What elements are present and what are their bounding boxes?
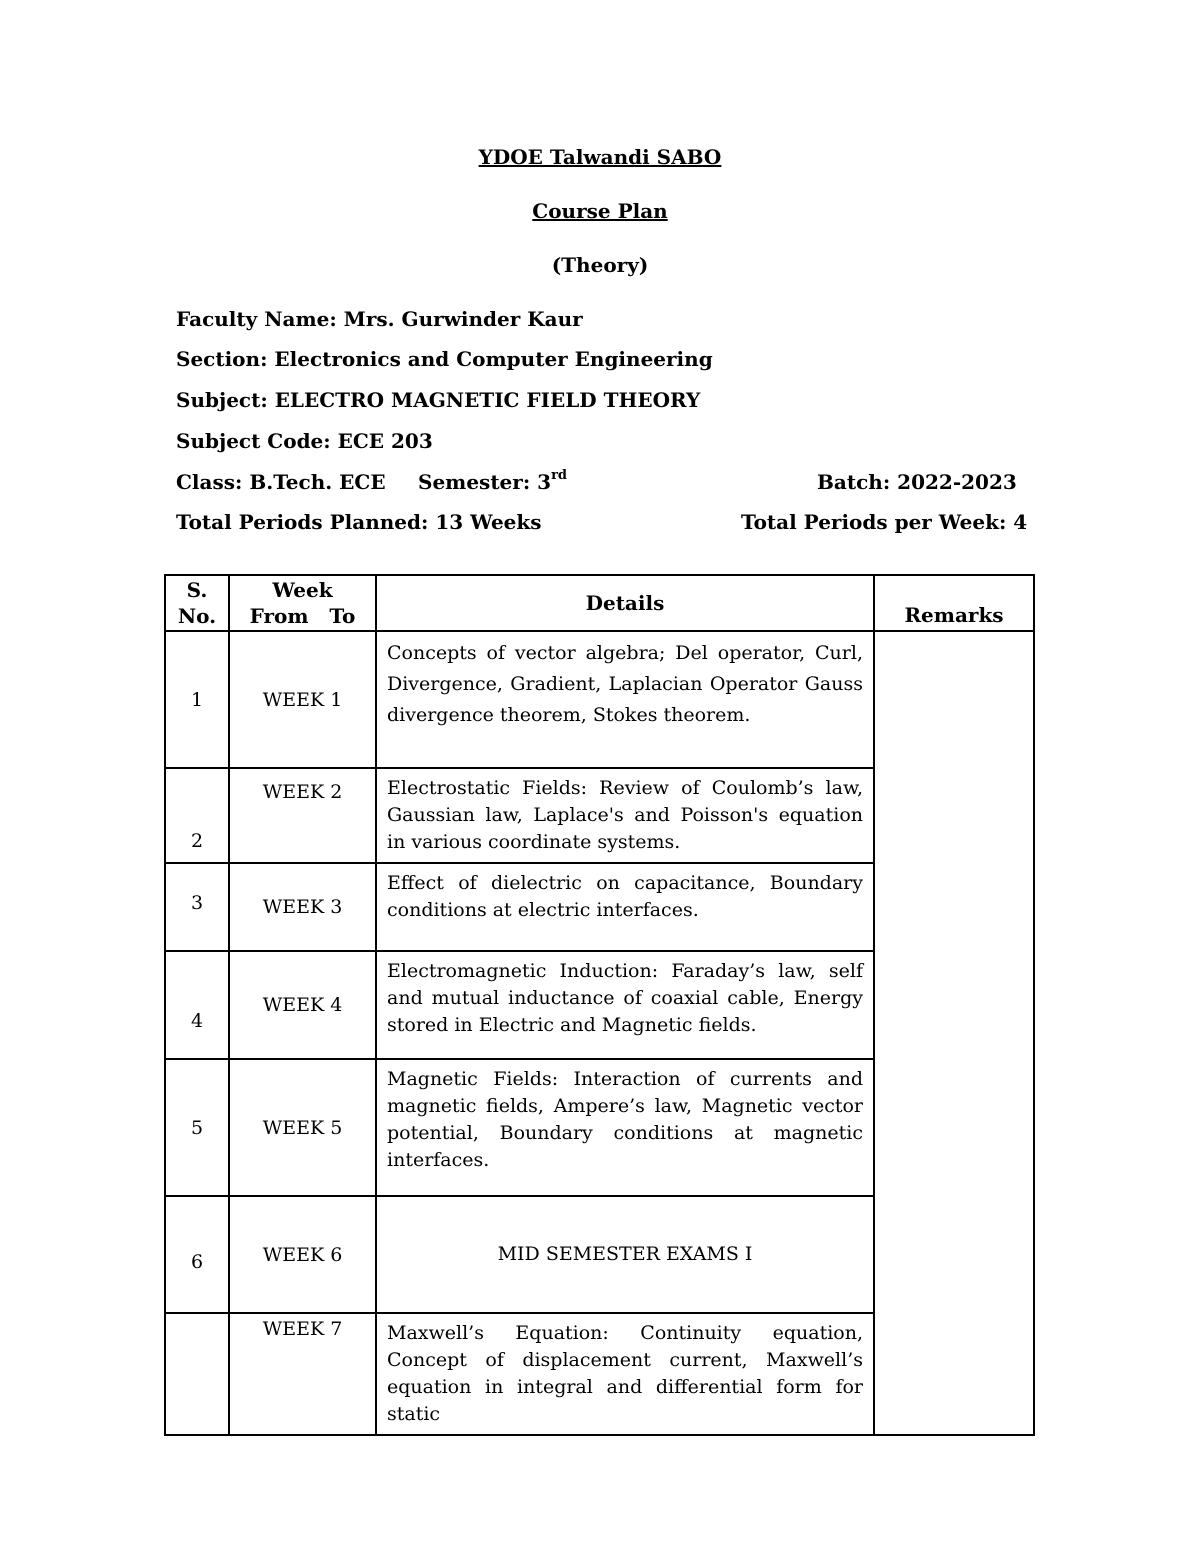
row-details: Electromagnetic Induction: Faraday’s law, self and mutual inductance of coaxial cable, Energy stored in Electric and Magnetic fields. bbox=[376, 951, 874, 1059]
row-week: WEEK 6 bbox=[229, 1196, 376, 1313]
row-details: Maxwell’s Equation: Continuity equation, Concept of displacement current, Maxwell’s equation in integral and differential form for static bbox=[376, 1313, 874, 1435]
row-details: MID SEMESTER EXAMS I bbox=[376, 1196, 874, 1313]
row-week: WEEK 2 bbox=[229, 768, 376, 863]
table-header-row bbox=[165, 575, 1034, 631]
row-sno: 4 bbox=[165, 951, 229, 1059]
subject-code: Subject Code: ECE 203 bbox=[176, 429, 433, 453]
doc-type: (Theory) bbox=[551, 253, 649, 277]
header-details: Details bbox=[376, 575, 874, 631]
row-week: WEEK 7 bbox=[229, 1313, 376, 1435]
row-sno: 5 bbox=[165, 1059, 229, 1196]
header-sno: S. No. bbox=[165, 575, 229, 631]
total-periods-per-week: Total Periods per Week: 4 bbox=[741, 510, 1028, 534]
row-week: WEEK 4 bbox=[229, 951, 376, 1059]
subject-name: Subject: ELECTRO MAGNETIC FIELD THEORY bbox=[176, 388, 701, 412]
total-periods-planned: Total Periods Planned: 13 Weeks bbox=[176, 510, 542, 534]
remarks-cell bbox=[874, 631, 1034, 1435]
faculty-name: Faculty Name: Mrs. Gurwinder Kaur bbox=[176, 307, 583, 331]
table-row bbox=[165, 631, 1034, 768]
row-details: Electrostatic Fields: Review of Coulomb’s law, Gaussian law, Laplace's and Poisson's equation in various coordinate systems. bbox=[376, 768, 874, 863]
semester-info: Semester: 3rd bbox=[418, 468, 568, 494]
institution-title: YDOE Talwandi SABO bbox=[478, 145, 722, 169]
row-details: Concepts of vector algebra; Del operator, Curl, Divergence, Gradient, Laplacian Operator Gauss divergence theorem, Stokes theorem. bbox=[376, 631, 874, 768]
row-week: WEEK 5 bbox=[229, 1059, 376, 1196]
section-name: Section: Electronics and Computer Engineering bbox=[176, 347, 713, 371]
row-week: WEEK 3 bbox=[229, 863, 376, 951]
row-week: WEEK 1 bbox=[229, 631, 376, 768]
row-sno: 3 bbox=[165, 863, 229, 951]
row-sno: 6 bbox=[165, 1196, 229, 1313]
batch-info: Batch: 2022-2023 bbox=[817, 470, 1017, 494]
row-sno: 1 bbox=[165, 631, 229, 768]
row-sno bbox=[165, 1313, 229, 1435]
class-info: Class: B.Tech. ECE bbox=[176, 470, 386, 494]
row-details: Magnetic Fields: Interaction of currents and magnetic fields, Ampere’s law, Magnetic vector potential, Boundary conditions at magnetic interfaces. bbox=[376, 1059, 874, 1196]
doc-title: Course Plan bbox=[532, 199, 668, 223]
header-week: Week From To bbox=[229, 575, 376, 631]
row-sno: 2 bbox=[165, 768, 229, 863]
course-plan-table bbox=[164, 574, 1035, 1436]
row-details: Effect of dielectric on capacitance, Boundary conditions at electric interfaces. bbox=[376, 863, 874, 951]
header-remarks: Remarks bbox=[874, 575, 1034, 631]
